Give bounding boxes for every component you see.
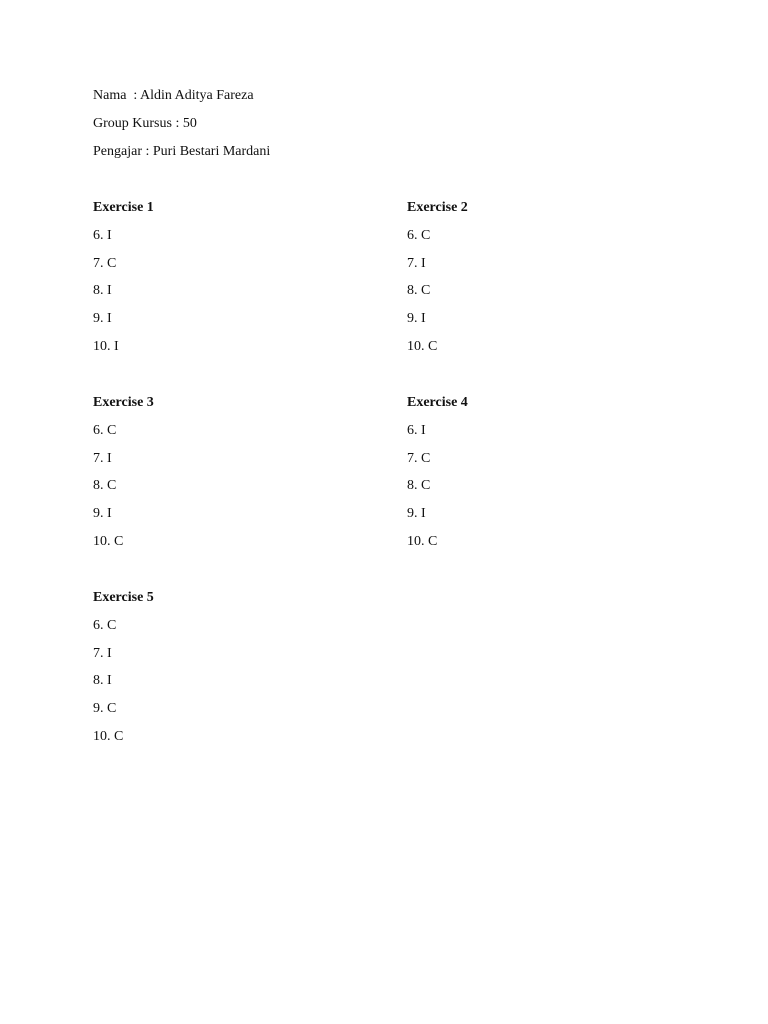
answer-item: 10. C (407, 533, 438, 549)
answer-item: 10. C (93, 533, 124, 549)
answer-item: 6. C (93, 617, 117, 633)
answer-item: 6. C (93, 422, 117, 438)
exercise-title: Exercise 4 (407, 395, 468, 410)
answer-item: 9. I (407, 506, 426, 522)
answer-item: 10. C (93, 728, 124, 744)
teacher-name: Pengajar : Puri Bestari Mardani (93, 144, 271, 159)
exercise-4 (407, 394, 707, 551)
exercise-1 (93, 199, 393, 356)
exercise-title: Exercise 2 (407, 200, 468, 215)
answer-item: 10. C (407, 338, 438, 354)
answer-item: 6. I (407, 422, 426, 438)
answer-item: 9. C (93, 701, 117, 717)
answer-item: 8. I (93, 673, 112, 689)
answer-item: 9. I (93, 506, 112, 522)
answer-item: 6. I (93, 227, 112, 243)
answer-item: 7. C (93, 255, 117, 271)
answer-item: 7. I (407, 255, 426, 271)
answer-item: 9. I (93, 311, 112, 327)
answer-item: 10. I (93, 338, 119, 354)
exercise-title: Exercise 5 (93, 590, 154, 605)
answer-item: 8. C (93, 478, 117, 494)
course-group: Group Kursus : 50 (93, 116, 197, 131)
exercise-5 (93, 589, 393, 746)
answer-item: 8. I (93, 283, 112, 299)
exercise-title: Exercise 1 (93, 200, 154, 215)
exercise-2 (407, 199, 707, 356)
answer-item: 7. I (93, 645, 112, 661)
answer-item: 7. I (93, 450, 112, 466)
exercise-title: Exercise 3 (93, 395, 154, 410)
student-name: Nama : Aldin Aditya Fareza (93, 88, 254, 103)
exercise-3 (93, 394, 393, 551)
answer-item: 6. C (407, 227, 431, 243)
answer-item: 9. I (407, 311, 426, 327)
answer-item: 8. C (407, 283, 431, 299)
answer-item: 7. C (407, 450, 431, 466)
answer-item: 8. C (407, 478, 431, 494)
